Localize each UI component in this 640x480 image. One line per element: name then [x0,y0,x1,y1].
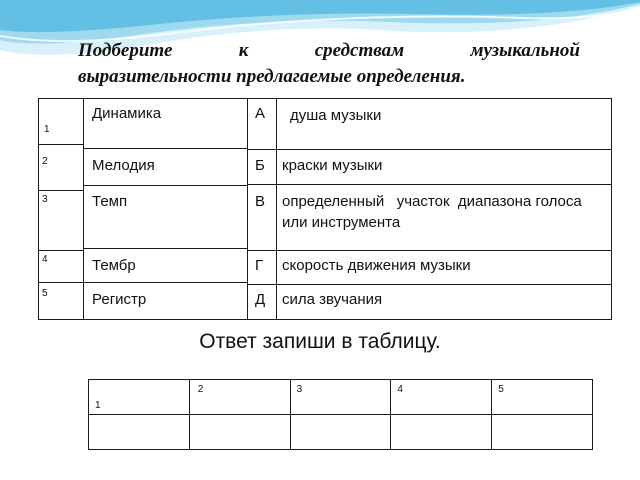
row-number: 5 [42,288,48,299]
letter-b: Б [255,157,265,174]
answer-cell[interactable] [492,415,593,450]
term-melody: Мелодия [92,157,155,174]
heading-word: Подберите [78,40,173,61]
row-number: 1 [44,124,50,135]
answer-cell[interactable] [89,415,190,450]
letter-a: А [255,105,266,122]
letter-v: В [255,193,266,210]
definition-g: скорость движения музыки [282,257,471,274]
heading-word: к [238,40,249,61]
letter-g: Г [255,257,264,274]
term-dynamics: Динамика [92,105,162,122]
letter-d: Д [255,291,266,308]
term-register: Регистр [92,291,147,308]
matching-table [38,98,612,320]
answer-header: 4 [391,380,492,415]
answer-header: 3 [290,380,391,415]
page-heading [78,38,580,90]
definition-a: душа музыки [290,107,382,124]
definition-v-line-1: определенный участок диапазона голоса [282,193,582,210]
term-timbre: Тембр [92,257,136,274]
definition-v-line-2: или инструмента [282,214,401,231]
answer-table [88,379,593,450]
definition-b: краски музыки [282,157,383,174]
answer-cell[interactable] [391,415,492,450]
answer-cell[interactable] [189,415,290,450]
definition-d: сила звучания [282,291,383,308]
answer-header: 1 [89,380,190,415]
row-number: 3 [42,194,48,205]
answer-header: 2 [189,380,290,415]
answer-header: 5 [492,380,593,415]
term-tempo: Темп [92,193,128,210]
heading-word: средствам [314,40,405,61]
answer-title: Ответ запиши в таблицу. [199,330,441,353]
row-number: 4 [42,254,48,265]
row-number: 2 [42,156,48,167]
answer-cell[interactable] [290,415,391,450]
heading-word: музыкальной [470,40,580,61]
heading-line-2: выразительности предлагаемые определения. [78,66,466,87]
